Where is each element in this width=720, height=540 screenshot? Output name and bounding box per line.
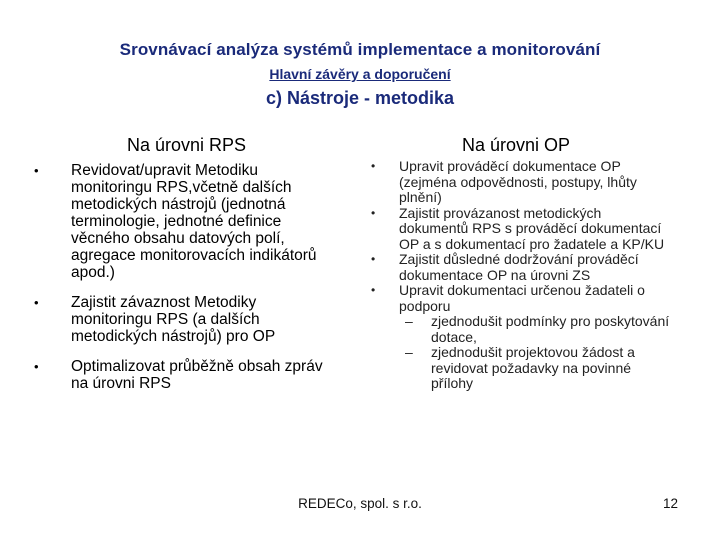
list-item-text: Upravit dokumentaci určenou žadateli o podporu	[399, 282, 645, 314]
left-column-heading: Na úrovni RPS	[127, 135, 247, 155]
dash-icon: –	[405, 344, 413, 360]
list-item-text: Upravit prováděcí dokumentace OP (zejména odpovědnosti, postupy, lhůty plnění)	[399, 158, 637, 205]
page-number: 12	[663, 496, 679, 511]
bullet-icon: •	[34, 163, 39, 178]
section-heading: c) Nástroje - metodika	[265, 88, 455, 108]
slide-subtitle: Hlavní závěry a doporučení	[269, 66, 451, 82]
list-item	[371, 206, 671, 253]
bullet-icon: •	[34, 295, 39, 310]
bullet-icon: •	[371, 205, 376, 220]
sub-list-item-text: zjednodušit projektovou žádost a revidovat požadavky na povinné přílohy	[431, 344, 635, 391]
list-item-text: Zajistit důsledné dodržování prováděcí dokumentace OP na úrovni ZS	[399, 251, 639, 283]
list-item	[34, 358, 334, 392]
bullet-icon: •	[371, 283, 376, 297]
list-item	[34, 162, 334, 281]
bullet-icon: •	[371, 159, 376, 173]
list-item-text: Revidovat/upravit Metodiku monitoringu RPS,včetně dalších metodických nástrojů (jednotná terminologie, jednotné definice věcného obsahu datových polí, agregace monitorovacích indikátorů apod.)	[71, 162, 317, 281]
sub-list-item	[399, 345, 671, 392]
list-item	[371, 159, 671, 206]
list-item	[371, 252, 671, 283]
slide-title: Srovnávací analýza systémů implementace a monitorování	[119, 40, 601, 59]
footer-company: REDECo, spol. s r.o.	[298, 496, 422, 511]
list-item-text: Zajistit závaznost Metodiky monitoringu RPS (a dalších metodických nástrojů) pro OP	[71, 294, 276, 345]
left-bullet-list	[34, 162, 334, 405]
bullet-icon: •	[34, 359, 39, 374]
sub-list-item	[399, 314, 671, 345]
sub-list	[399, 314, 671, 392]
right-column-heading: Na úrovni OP	[462, 135, 571, 155]
list-item-text: Zajistit provázanost metodických dokumentů RPS s prováděcí dokumentací OP a s dokumentací pro žadatele a KP/KU	[399, 204, 665, 252]
list-item	[34, 294, 334, 345]
dash-icon: –	[405, 313, 413, 329]
right-bullet-list	[371, 159, 671, 392]
sub-list-item-text: zjednodušit podmínky pro poskytování dotace,	[431, 313, 670, 345]
list-item	[371, 283, 671, 392]
list-item-text: Optimalizovat průběžně obsah zpráv na úrovni RPS	[71, 358, 323, 392]
bullet-icon: •	[371, 252, 376, 266]
